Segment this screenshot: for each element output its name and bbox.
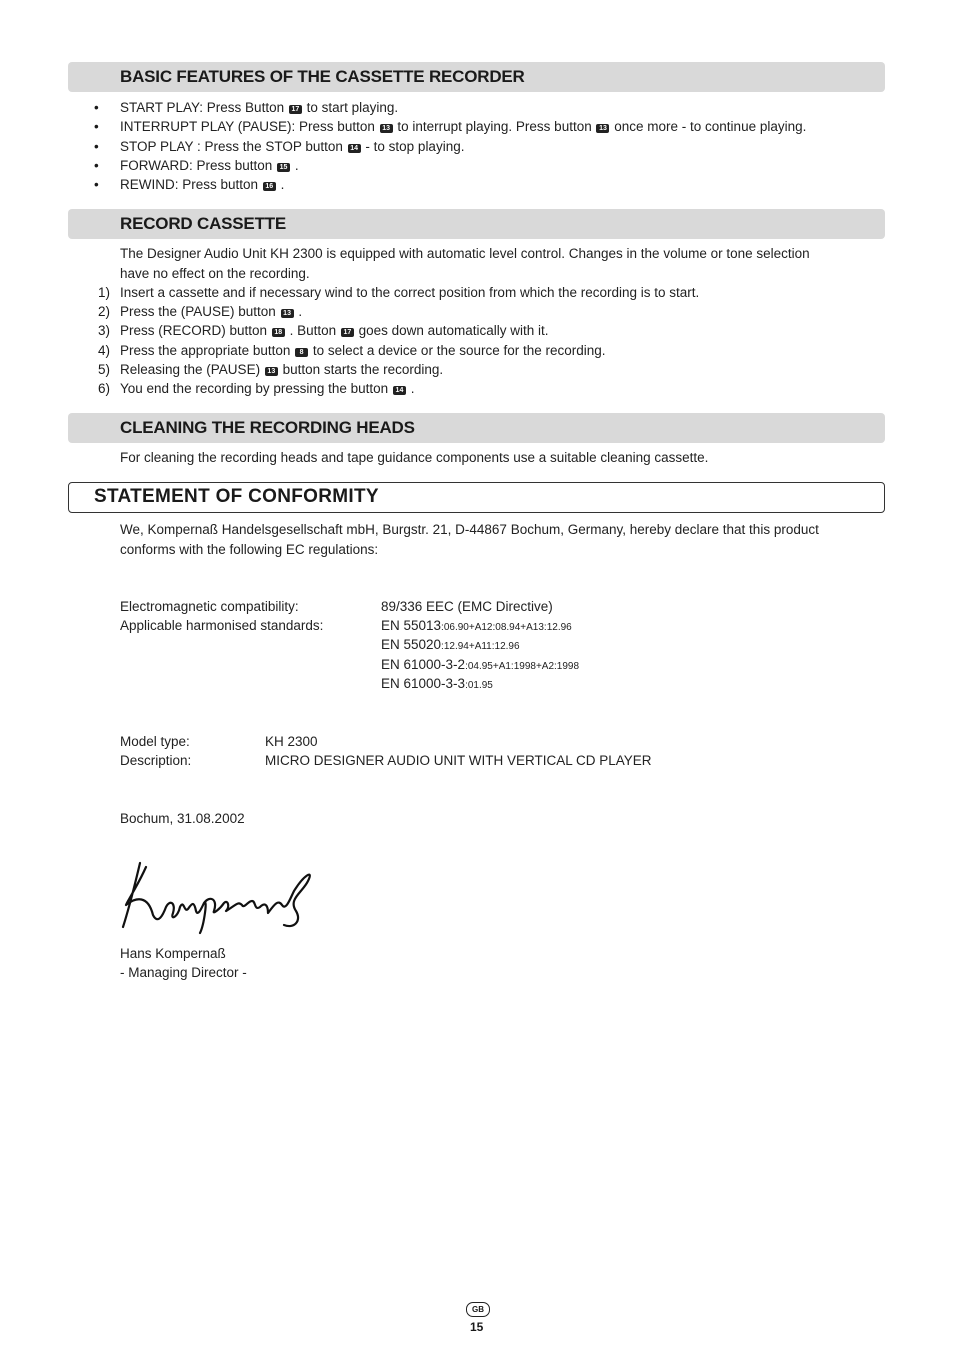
line-text: Press the (PAUSE) button xyxy=(120,304,280,319)
standard-amendments: :04.95+A1:1998+A2:1998 xyxy=(465,661,580,672)
list-item xyxy=(120,156,299,175)
line-text: Releasing the (PAUSE) xyxy=(120,362,264,377)
bullet-icon: • xyxy=(94,158,99,173)
step-number: 1) xyxy=(98,285,111,300)
description-label: Description: xyxy=(120,753,192,768)
button-number-icon: 14 xyxy=(348,144,361,153)
line-text: to start playing. xyxy=(306,100,399,115)
line-text: Press (RECORD) button xyxy=(120,323,271,338)
list-item xyxy=(120,379,414,398)
signer-role: - Managing Director - xyxy=(120,965,247,980)
button-number-icon: 13 xyxy=(265,367,278,376)
line-text: . xyxy=(294,158,299,173)
button-number-icon: 14 xyxy=(393,386,406,395)
record-intro-line2: have no effect on the recording. xyxy=(120,266,310,281)
line-text: Press button xyxy=(196,158,277,173)
line-text: . Button xyxy=(289,323,340,338)
standard-item xyxy=(381,674,493,695)
list-item xyxy=(120,175,284,194)
line-text: . xyxy=(410,381,415,396)
line-text: You end the recording by pressing the button xyxy=(120,381,392,396)
country-badge: GB xyxy=(466,1302,490,1317)
feature-label: START PLAY: xyxy=(120,100,207,115)
list-item xyxy=(120,283,699,302)
line-text: Press button xyxy=(182,177,262,192)
section-header-cassette xyxy=(68,62,885,92)
line-text: Press Button xyxy=(206,100,288,115)
list-item xyxy=(120,302,302,321)
signer-name: Hans Kompernaß xyxy=(120,946,226,961)
emc-value: 89/336 EEC (EMC Directive) xyxy=(381,599,553,614)
section-header-cleaning xyxy=(68,413,885,443)
button-number-icon: 17 xyxy=(289,105,302,114)
feature-label: STOP PLAY xyxy=(120,139,198,154)
standard-item xyxy=(381,616,572,637)
step-number: 2) xyxy=(98,304,111,319)
list-item xyxy=(120,137,464,156)
section-title: BASIC FEATURES OF THE CASSETTE RECORDER xyxy=(120,67,525,86)
standard-code: EN 61000-3-3 xyxy=(381,676,466,691)
section-header-conformity xyxy=(68,482,885,513)
section-title: STATEMENT OF CONFORMITY xyxy=(94,486,379,507)
button-number-icon: 13 xyxy=(380,124,393,133)
button-number-icon: 13 xyxy=(596,124,609,133)
page-number: 15 xyxy=(470,1320,484,1334)
button-number-icon: 16 xyxy=(263,182,276,191)
line-text: to select a device or the source for the recording. xyxy=(312,343,606,358)
step-number: 4) xyxy=(98,343,111,358)
standard-code: EN 55013 xyxy=(381,618,442,633)
standard-amendments: :06.90+A12:08.94+A13:12.96 xyxy=(441,622,572,633)
list-item xyxy=(120,98,398,117)
line-text: . xyxy=(280,177,285,192)
model-label: Model type: xyxy=(120,734,190,749)
bullet-icon: • xyxy=(94,119,99,134)
standard-item xyxy=(381,655,579,676)
standard-code: EN 61000-3-2 xyxy=(381,657,466,672)
line-text: Press button xyxy=(299,119,379,134)
list-item xyxy=(120,360,443,379)
line-text: once more - to continue playing. xyxy=(614,119,807,134)
line-text: . xyxy=(298,304,303,319)
line-text: : Press the STOP button xyxy=(197,139,347,154)
feature-label: REWIND: xyxy=(120,177,183,192)
standard-amendments: :01.95 xyxy=(465,680,493,691)
description-value: MICRO DESIGNER AUDIO UNIT WITH VERTICAL CD PLAYER xyxy=(265,753,652,768)
list-item xyxy=(120,321,548,340)
line-text: goes down automatically with it. xyxy=(358,323,549,338)
line-text: - to stop playing. xyxy=(365,139,465,154)
line-text: Press the appropriate button xyxy=(120,343,295,358)
button-number-icon: 18 xyxy=(272,328,285,337)
standard-item xyxy=(381,635,520,656)
section-header-record xyxy=(68,209,885,239)
record-intro-line1: The Designer Audio Unit KH 2300 is equipped with automatic level control. Changes in the volume or tone selection xyxy=(120,246,810,261)
standard-code: EN 55020 xyxy=(381,637,442,652)
bullet-icon: • xyxy=(94,177,99,192)
bullet-icon: • xyxy=(94,139,99,154)
emc-label: Electromagnetic compatibility: xyxy=(120,599,299,614)
conformity-intro-line1: We, Kompernaß Handelsgesellschaft mbH, Burgstr. 21, D-44867 Bochum, Germany, hereby declare that this product xyxy=(120,522,819,537)
list-item xyxy=(120,117,806,136)
button-number-icon: 13 xyxy=(281,309,294,318)
cleaning-text: For cleaning the recording heads and tape guidance components use a suitable cleaning cassette. xyxy=(120,450,709,465)
model-value: KH 2300 xyxy=(265,734,318,749)
section-title: RECORD CASSETTE xyxy=(120,214,287,233)
step-number: 3) xyxy=(98,323,111,338)
signature-image xyxy=(118,855,318,935)
line-text: Insert a cassette and if necessary wind to the correct position from which the recording is to start. xyxy=(120,285,700,300)
line-text: button starts the recording. xyxy=(282,362,444,377)
step-number: 6) xyxy=(98,381,111,396)
standards-label: Applicable harmonised standards: xyxy=(120,618,324,633)
line-text: to interrupt playing. Press button xyxy=(397,119,596,134)
button-number-icon: 8 xyxy=(295,348,308,357)
place-date: Bochum, 31.08.2002 xyxy=(120,811,245,826)
button-number-icon: 17 xyxy=(341,328,354,337)
feature-label: INTERRUPT PLAY (PAUSE): xyxy=(120,119,300,134)
section-title: CLEANING THE RECORDING HEADS xyxy=(120,418,415,437)
list-item xyxy=(120,341,606,360)
standard-amendments: :12.94+A11:12.96 xyxy=(441,641,520,652)
button-number-icon: 15 xyxy=(277,163,290,172)
bullet-icon: • xyxy=(94,100,99,115)
step-number: 5) xyxy=(98,362,111,377)
conformity-intro-line2: conforms with the following EC regulations: xyxy=(120,542,379,557)
feature-label: FORWARD: xyxy=(120,158,197,173)
